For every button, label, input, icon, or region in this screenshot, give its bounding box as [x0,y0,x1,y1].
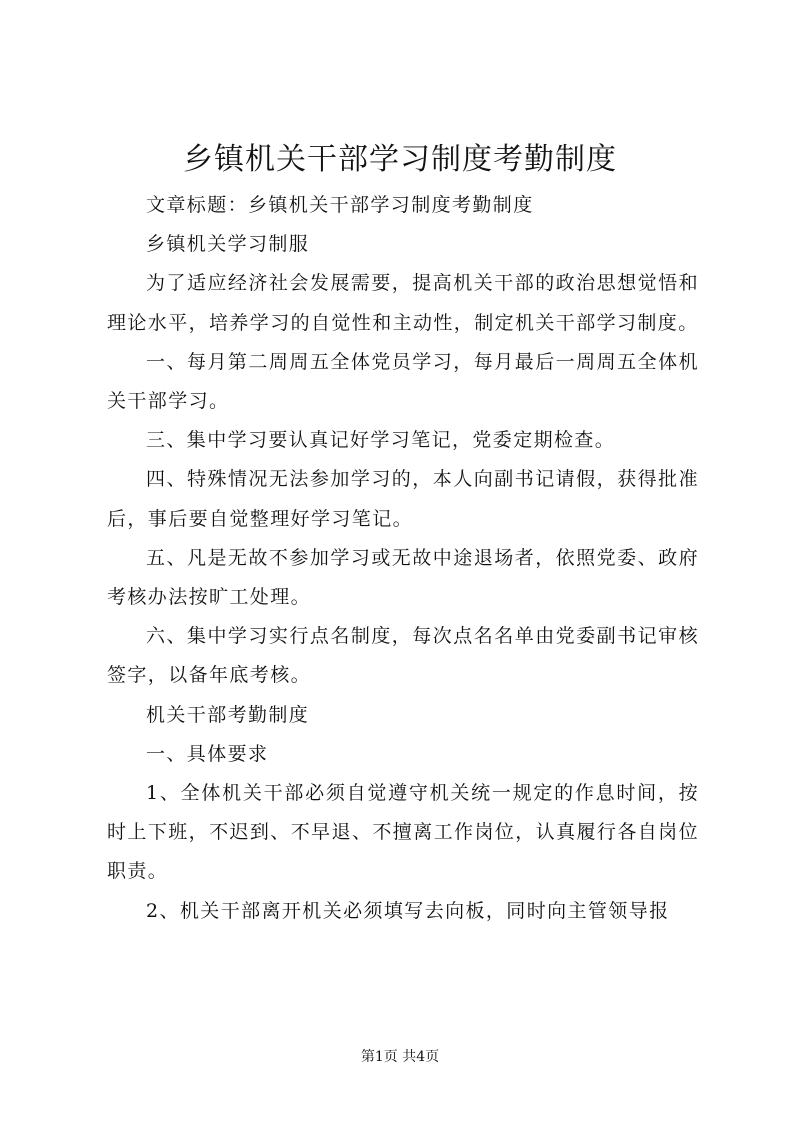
paragraph-section-study-system: 乡镇机关学习制服 [146,233,310,256]
paragraph-rule-six: 六、集中学习实行点名制度，每次点名名单由党委副书记审核签字，以备年底考核。 [107,625,699,687]
paragraph-requirement-two: 2、机关干部离开机关必须填写去向板，同时向主管领导报 [146,899,670,922]
paragraph-specific-requirements: 一、具体要求 [146,742,269,765]
paragraph-rule-one: 一、每月第二周周五全体党员学习，每月最后一周周五全体机关干部学习。 [107,350,699,413]
paragraph-section-attendance: 机关干部考勤制度 [146,703,310,726]
paragraph-rule-five: 五、凡是无故不参加学习或无故中途退场者，依照党委、政府考核办法按旷工处理。 [107,546,699,609]
paragraph-purpose: 为了适应经济社会发展需要，提高机关干部的政治思想觉悟和理论水平，培养学习的自觉性和主动性，制定机关干部学习制度。 [107,272,699,334]
page-number-footer: 第1页 共4页 [360,1049,440,1065]
paragraph-rule-three: 三、集中学习要认真记好学习笔记，党委定期检查。 [146,429,616,452]
document-title: 乡镇机关干部学习制度考勤制度 [183,142,617,177]
document-body [107,186,699,931]
paragraph-article-title: 文章标题：乡镇机关干部学习制度考勤制度 [146,194,534,216]
paragraph-rule-four: 四、特殊情况无法参加学习的，本人向副书记请假，获得批准后，事后要自觉整理好学习笔记。 [107,468,699,530]
paragraph-requirement-one: 1、全体机关干部必须自觉遵守机关统一规定的作息时间，按时上下班，不迟到、不早退、不擅离工作岗位，认真履行各自岗位职责。 [107,782,699,883]
